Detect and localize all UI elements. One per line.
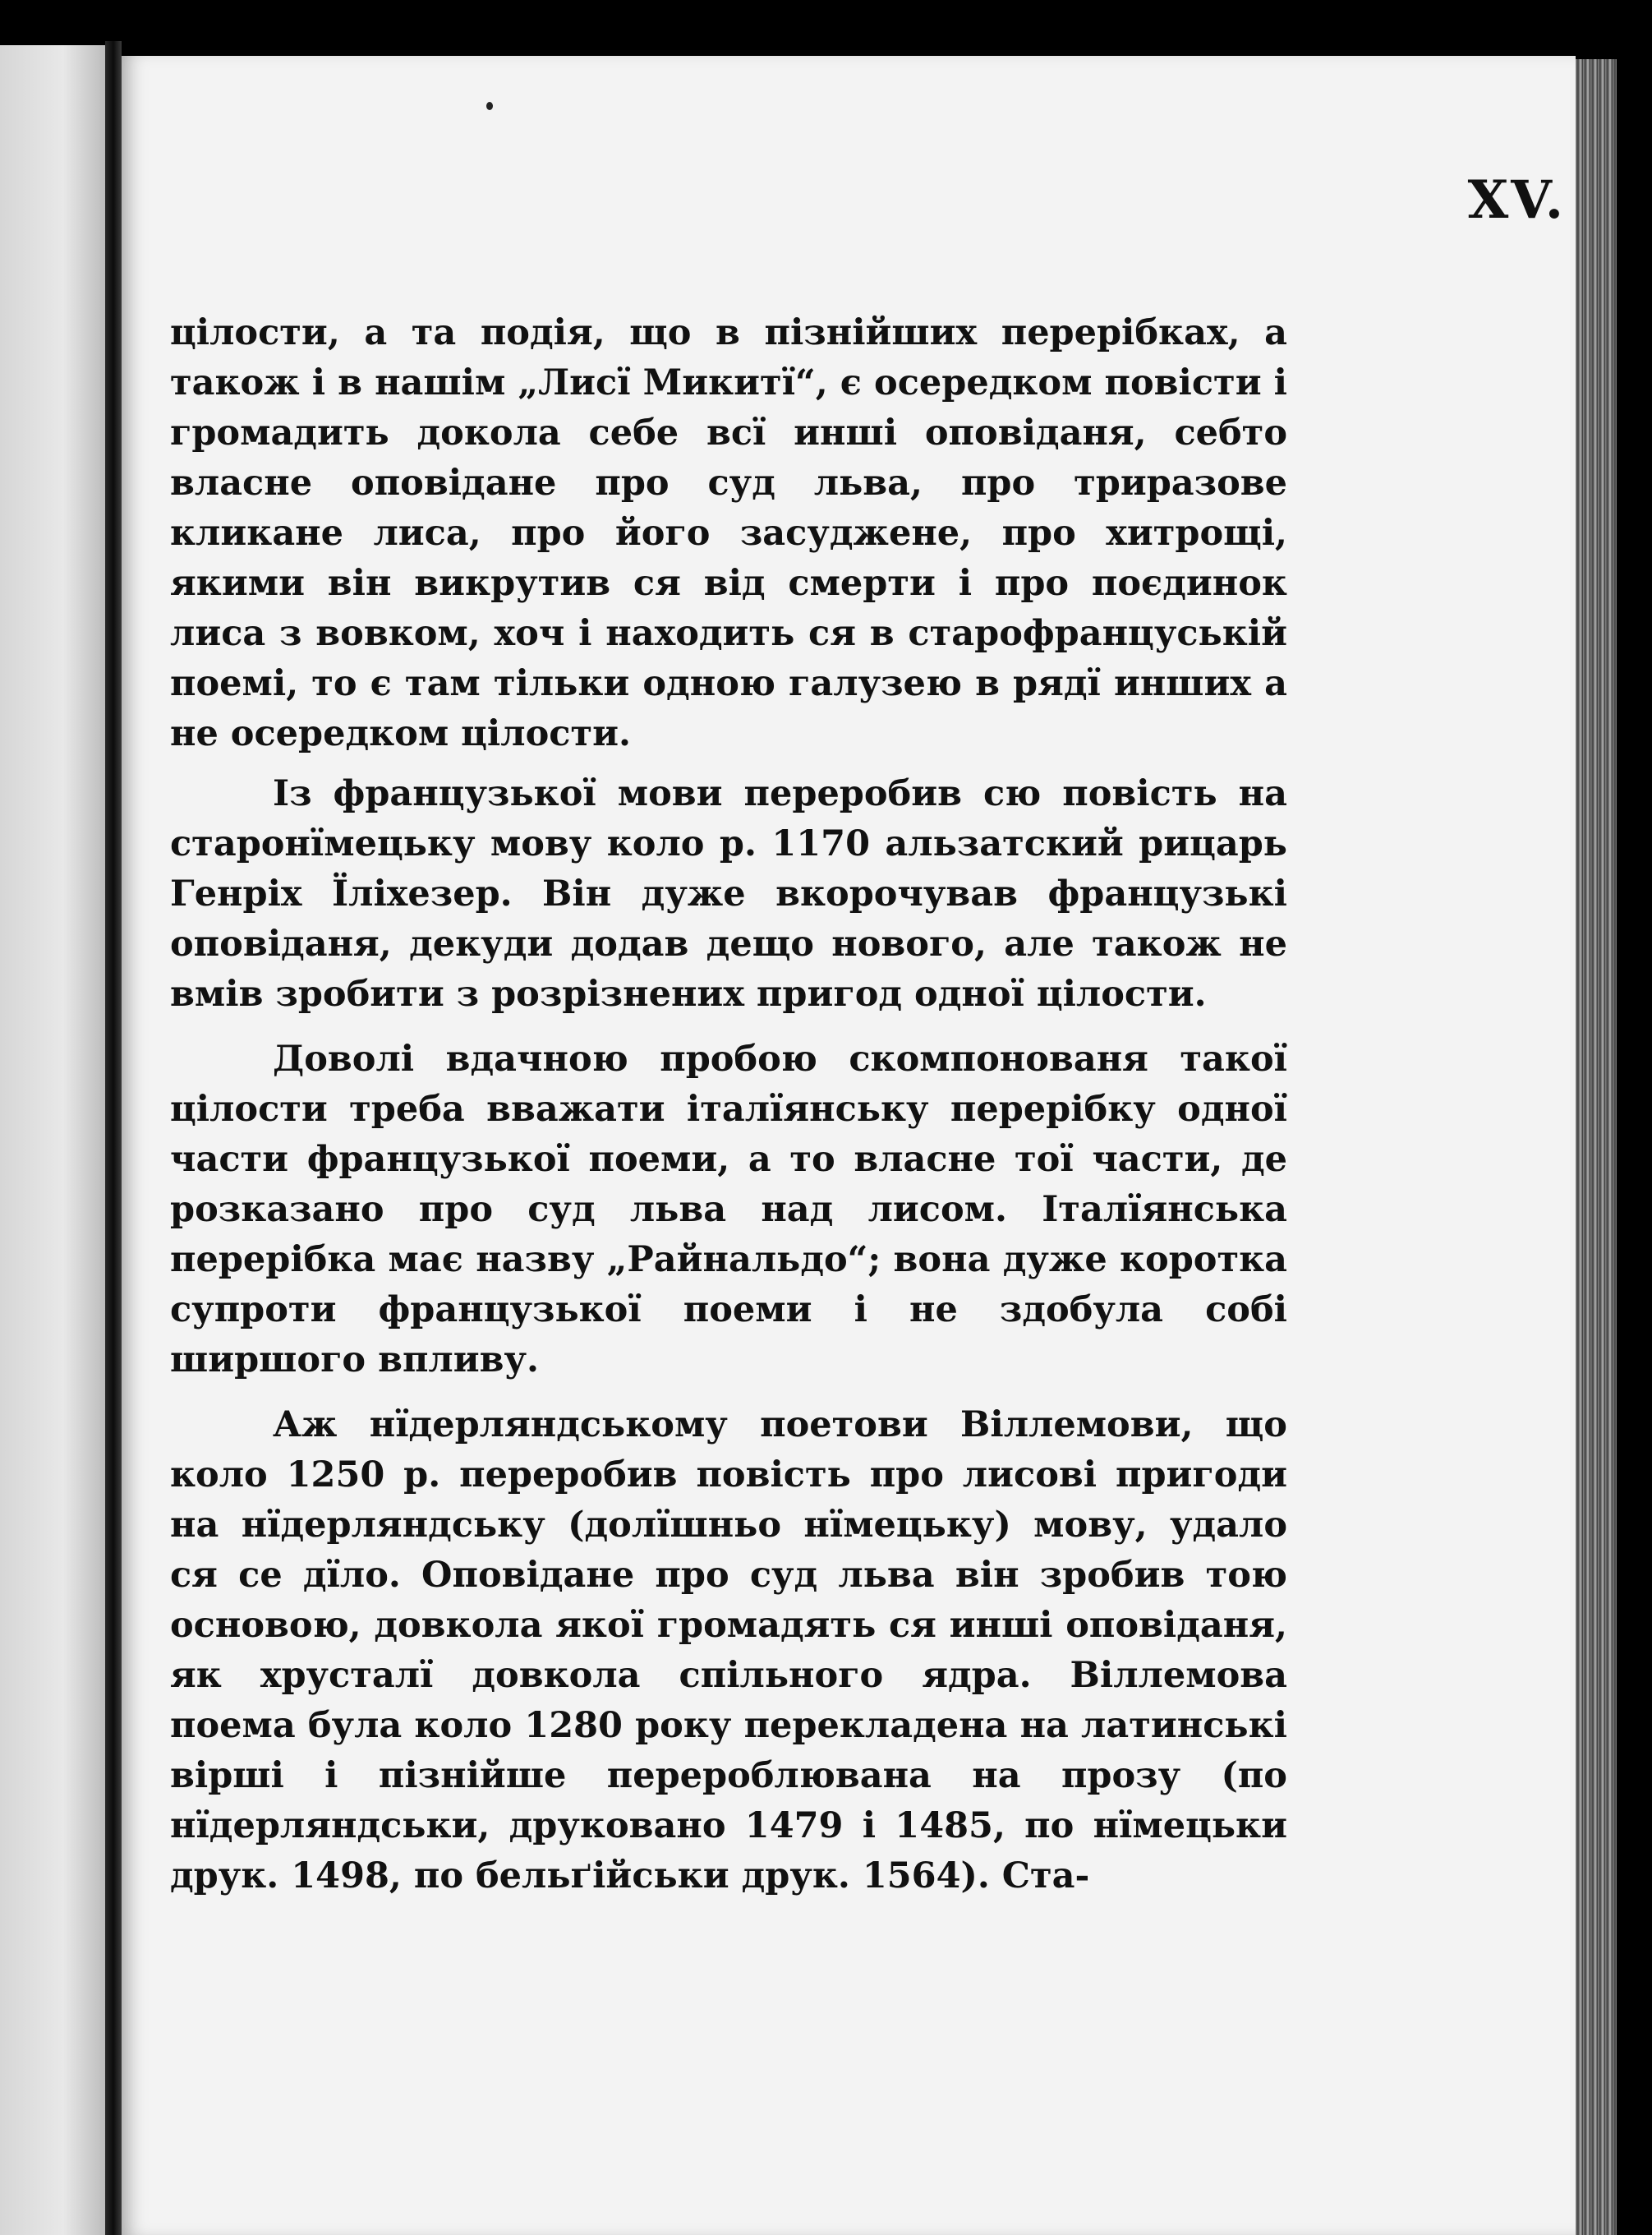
paragraph-1: цілости, а та подія, що в пізнійших перерібках, а також і в нашім „Лисї Микитї“, є осередком повісти і громадить докола себе всї инші оповіданя, себто власне оповідане про суд льва, про триразове кликане лиса, про його засуджене, про хитрощі, якими він викрутив ся від смерти і про поєдинок лиса з вовком, хоч і находить ся в старофранцуській поемі, то є там тільки одною галузею в рядї инших а не осередком цілости. (170, 312, 1287, 754)
page-number: XV. (1467, 169, 1566, 231)
paragraph-3: Доволі вдачною пробою скомпонованя такої цілости треба вважати італїянську перерібку одної части французької поеми, а то власне тої части, де розказано про суд льва над лисом. Італїянська перерібка має назву „Райнальдо“; вона дуже коротка супроти французької поеми і не здобула собі ширшого впливу. (170, 1039, 1287, 1380)
paragraph-4: Аж нїдерляндському поетови Віллемови, що коло 1250 р. переробив повість про лисові пригоди на нїдерляндську (долїшньо нїмецьку) мову, удало ся се дїло. Оповідане про суд льва він зробив тою основою, довкола якої громадять ся инші оповіданя, як хрусталї довкола спільного ядра. Віллемова поема була коло 1280 року перекладена на латинські вірші і пізнійше перероблювана на прозу (по нїдерляндськи, друковано 1479 і 1485, по нїмецьки друк. 1498, по бельґійськи друк. 1564). Ста- (170, 1404, 1287, 1896)
book-spine (105, 41, 122, 2235)
right-page-stack-edge (1576, 59, 1617, 2235)
paragraph-2: Із французької мови переробив сю повість на старонїмецьку мову коло р. 1170 альзатский рицарь Генріх Їліхезер. Він дуже вкорочував французькі оповіданя, декуди додав дещо нового, але також не вмів зробити з розрізнених пригод одної цілости. (170, 773, 1287, 1015)
left-page-edge (0, 45, 105, 2235)
text-body (170, 308, 1287, 1901)
speck-mark (486, 102, 493, 110)
